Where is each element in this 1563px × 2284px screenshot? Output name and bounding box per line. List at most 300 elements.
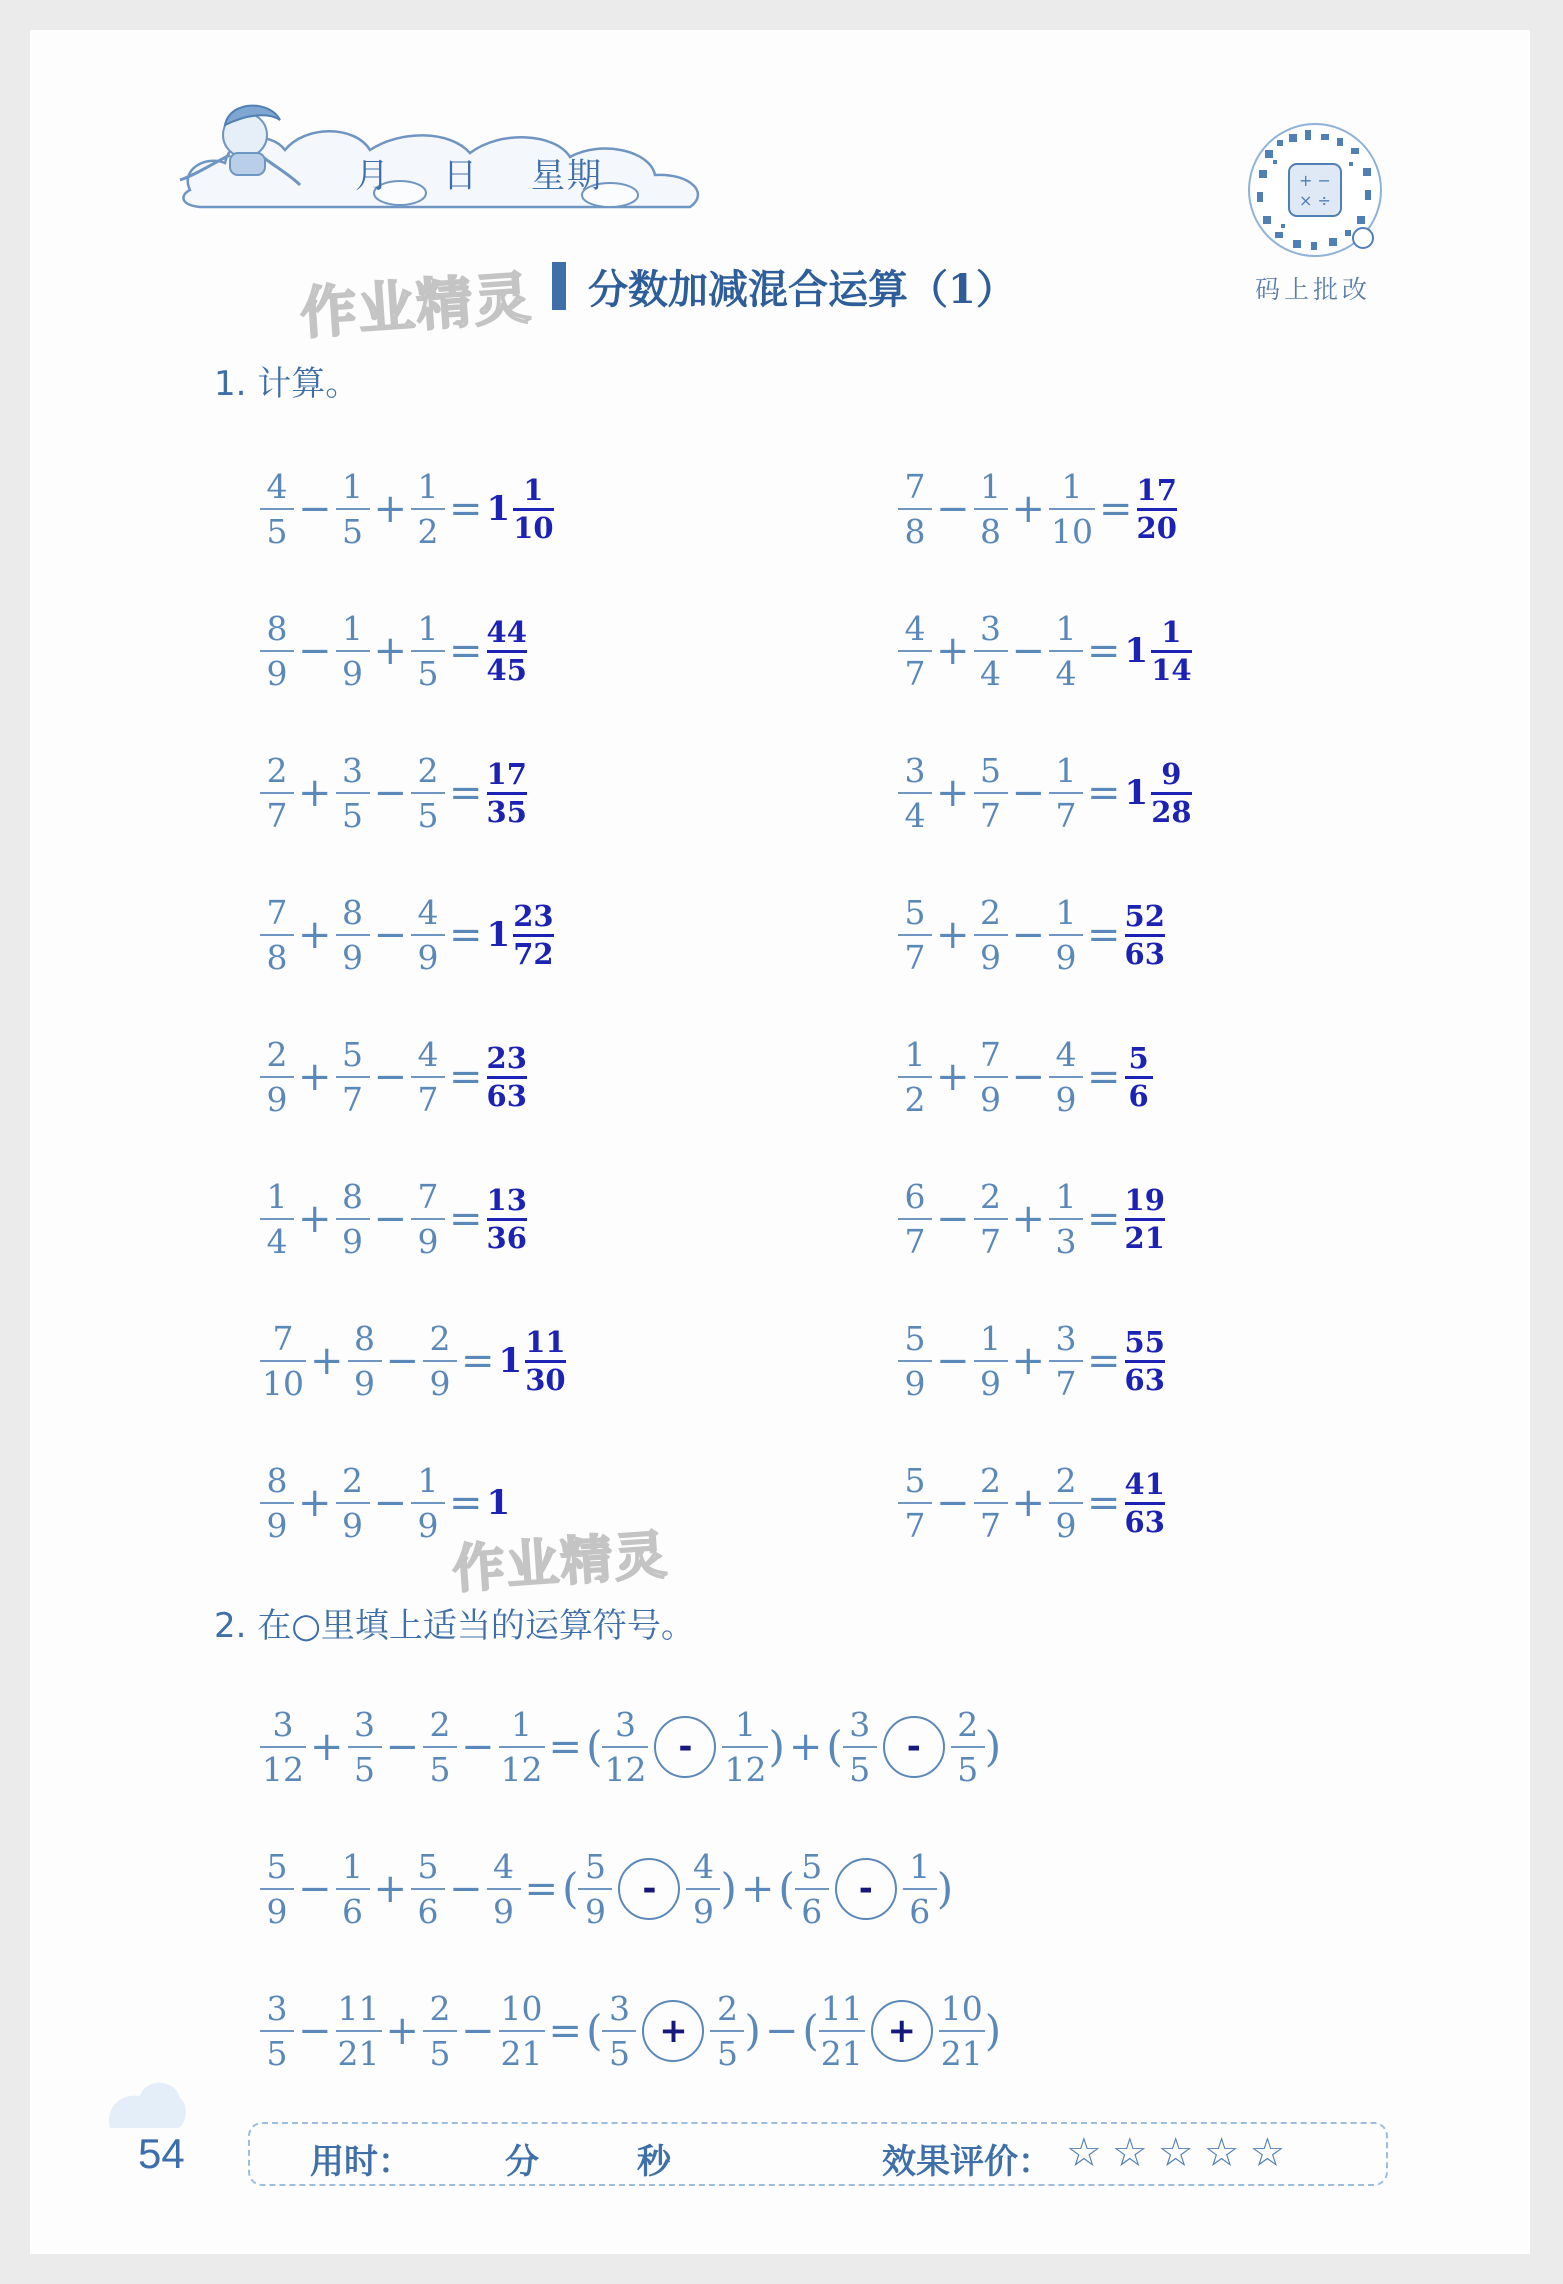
denominator: 8 — [898, 508, 932, 548]
numerator: 5 — [266, 1847, 288, 1886]
fraction — [974, 609, 1008, 693]
operator: − — [936, 1338, 970, 1384]
denominator: 5 — [411, 792, 445, 832]
fraction — [336, 1989, 382, 2073]
equation-right-7 — [898, 1319, 1165, 1403]
fraction — [974, 893, 1008, 977]
section2-heading: 2. 在○里填上适当的运算符号。 — [214, 1606, 695, 1646]
answer-numerator: 23 — [513, 898, 554, 933]
qr-code-icon[interactable] — [1245, 120, 1385, 260]
denominator: 3 — [1049, 1218, 1083, 1258]
denominator: 9 — [423, 1360, 457, 1400]
answer-denominator: 35 — [487, 792, 527, 827]
answer-denominator: 30 — [525, 1360, 565, 1395]
answer-fraction — [525, 1324, 566, 1397]
operator: − — [449, 1866, 483, 1912]
answer-numerator: 9 — [1161, 756, 1182, 791]
denominator: 7 — [974, 1218, 1008, 1258]
answer-denominator: 45 — [487, 650, 527, 685]
watermark-middle: 作业精灵 — [450, 1525, 671, 1601]
equals-sign: = — [449, 912, 483, 958]
fraction — [974, 1319, 1008, 1403]
numerator: 5 — [980, 751, 1002, 790]
operator: − — [373, 1196, 408, 1242]
operator: − — [936, 1480, 970, 1526]
equation-right-6 — [898, 1177, 1165, 1261]
numerator: 2 — [342, 1461, 364, 1500]
fraction — [423, 1319, 457, 1403]
close-paren: ) — [936, 1864, 954, 1913]
equals-sign: = — [449, 1196, 483, 1242]
operator: − — [385, 1338, 420, 1384]
qr-caption: 码上批改 — [1255, 275, 1372, 304]
open-paren: ( — [586, 1722, 603, 1771]
denominator: 9 — [974, 1360, 1008, 1400]
denominator: 9 — [1049, 934, 1083, 974]
fraction — [260, 1847, 294, 1931]
operator: + — [373, 1866, 408, 1912]
fraction — [260, 1319, 306, 1403]
rating-label: 效果评价： — [882, 2142, 1052, 2182]
fraction — [974, 1035, 1008, 1119]
fraction — [336, 609, 370, 693]
denominator: 21 — [499, 2030, 545, 2070]
operator-circle[interactable]: + — [871, 2000, 933, 2062]
denominator: 9 — [974, 1076, 1008, 1116]
answer-numerator: 19 — [1124, 1182, 1165, 1217]
fraction — [411, 467, 445, 551]
numerator: 1 — [909, 1847, 931, 1886]
denominator: 8 — [974, 508, 1008, 548]
denominator: 7 — [898, 1502, 932, 1542]
answer-denominator: 72 — [513, 934, 553, 969]
numerator: 8 — [354, 1319, 376, 1358]
denominator: 7 — [260, 792, 294, 832]
fraction — [411, 893, 445, 977]
equals-sign: = — [461, 1338, 495, 1384]
numerator: 3 — [608, 1989, 630, 2028]
numerator: 5 — [904, 1461, 926, 1500]
denominator: 4 — [260, 1218, 294, 1258]
equation-left-3 — [260, 751, 527, 835]
numerator: 2 — [980, 893, 1002, 932]
numerator: 6 — [904, 1177, 926, 1216]
fraction — [898, 1035, 932, 1119]
fraction — [974, 1461, 1008, 1545]
fraction — [348, 1705, 382, 1789]
rating-stars[interactable]: ☆☆☆☆☆ — [1066, 2130, 1296, 2176]
operator-circle[interactable]: - — [835, 1858, 897, 1920]
fraction — [686, 1847, 720, 1931]
denominator: 9 — [336, 934, 370, 974]
fraction — [336, 1461, 370, 1545]
operator-circle[interactable]: + — [642, 2000, 704, 2062]
numerator: 2 — [1055, 1461, 1077, 1500]
fraction — [710, 1989, 744, 2073]
numerator: 2 — [957, 1705, 979, 1744]
svg-text:× ÷: × ÷ — [1299, 191, 1331, 210]
fraction — [336, 1177, 370, 1261]
answer-denominator: 36 — [487, 1218, 527, 1253]
fraction — [843, 1705, 877, 1789]
numerator: 4 — [493, 1847, 515, 1886]
denominator: 9 — [411, 1502, 445, 1542]
numerator: 5 — [342, 1035, 364, 1074]
fraction — [260, 1705, 306, 1789]
close-paren: ) — [744, 2006, 761, 2055]
numerator: 3 — [849, 1705, 871, 1744]
numerator: 3 — [614, 1705, 636, 1744]
operator: − — [373, 770, 408, 816]
denominator: 5 — [260, 2030, 294, 2070]
numerator: 1 — [1055, 893, 1077, 932]
equation-right-3 — [898, 751, 1192, 835]
fraction — [974, 467, 1008, 551]
fraction — [260, 1035, 294, 1119]
denominator: 9 — [336, 650, 370, 690]
fraction — [411, 609, 445, 693]
operator-fill-row-2 — [260, 1847, 954, 1931]
numerator: 7 — [272, 1319, 294, 1358]
denominator: 8 — [260, 934, 294, 974]
numerator: 1 — [980, 467, 1002, 506]
numerator: 10 — [500, 1989, 543, 2028]
answer-fraction — [513, 472, 554, 545]
equation-left-4 — [260, 893, 554, 977]
fraction — [336, 751, 370, 835]
denominator: 2 — [411, 508, 445, 548]
answer-fraction — [486, 756, 527, 829]
fraction — [898, 1319, 932, 1403]
close-paren: ) — [984, 2006, 1002, 2055]
svg-text:+ −: + − — [1299, 171, 1331, 190]
denominator: 4 — [1049, 650, 1083, 690]
operator: − — [373, 1054, 408, 1100]
answer-denominator: 63 — [487, 1076, 527, 1111]
numerator: 4 — [266, 467, 288, 506]
operator: + — [298, 770, 332, 816]
fraction — [1049, 751, 1083, 835]
equation-right-8 — [898, 1461, 1165, 1545]
numerator: 1 — [266, 1177, 288, 1216]
fraction — [1049, 1177, 1083, 1261]
numerator: 2 — [266, 1035, 288, 1074]
fraction — [602, 1989, 636, 2073]
fraction — [260, 1177, 294, 1261]
numerator: 3 — [980, 609, 1002, 648]
fraction — [260, 893, 294, 977]
answer-fraction — [1124, 1466, 1165, 1539]
operator: + — [1011, 1338, 1046, 1384]
denominator: 9 — [260, 1076, 294, 1116]
denominator: 21 — [336, 2030, 382, 2070]
denominator: 21 — [819, 2030, 865, 2070]
fraction — [819, 1989, 865, 2073]
fraction — [499, 1705, 545, 1789]
operator: + — [936, 912, 970, 958]
fraction — [260, 467, 294, 551]
equation-right-2 — [898, 609, 1192, 693]
operator: + — [1011, 1480, 1046, 1526]
equals-sign: = — [1087, 1480, 1121, 1526]
equation-left-5 — [260, 1035, 527, 1119]
denominator: 9 — [898, 1360, 932, 1400]
operator-circle[interactable]: - — [618, 1858, 680, 1920]
fraction — [423, 1989, 457, 2073]
answer-numerator: 5 — [1128, 1040, 1149, 1075]
equals-sign: = — [524, 1866, 559, 1912]
section1-heading: 1. 计算。 — [214, 364, 360, 404]
denominator: 5 — [260, 508, 294, 548]
numerator: 2 — [266, 751, 288, 790]
equation-right-1 — [898, 467, 1177, 551]
denominator: 5 — [602, 2030, 636, 2070]
fraction — [423, 1705, 457, 1789]
close-paren: ) — [768, 1722, 785, 1771]
fraction — [722, 1705, 768, 1789]
operator: − — [936, 486, 970, 532]
denominator: 9 — [1049, 1076, 1083, 1116]
answer-numerator: 41 — [1124, 1466, 1165, 1501]
denominator: 5 — [951, 1746, 985, 1786]
open-paren: ( — [562, 1864, 579, 1913]
denominator: 5 — [348, 1746, 382, 1786]
answer-denominator: 63 — [1125, 1502, 1165, 1537]
numerator: 7 — [417, 1177, 439, 1216]
open-paren: ( — [586, 2006, 603, 2055]
equals-sign: = — [449, 770, 483, 816]
operator: − — [764, 2008, 799, 2054]
fraction — [1049, 609, 1083, 693]
denominator: 7 — [411, 1076, 445, 1116]
equals-sign: = — [1087, 770, 1121, 816]
numerator: 3 — [904, 751, 926, 790]
numerator: 1 — [904, 1035, 926, 1074]
numerator: 3 — [266, 1989, 288, 2028]
denominator: 10 — [1049, 508, 1095, 548]
fraction — [903, 1847, 937, 1931]
operator: − — [298, 1866, 332, 1912]
fraction — [260, 751, 294, 835]
equals-sign: = — [548, 2008, 583, 2054]
operator: − — [461, 2008, 495, 2054]
answer-numerator: 44 — [486, 614, 527, 649]
equals-sign: = — [548, 1724, 583, 1770]
equation-left-7 — [260, 1319, 566, 1403]
fraction — [499, 1989, 545, 2073]
answer-numerator: 52 — [1124, 898, 1165, 933]
answer-numerator: 17 — [486, 756, 527, 791]
fraction — [1049, 1319, 1083, 1403]
denominator: 12 — [602, 1746, 648, 1786]
denominator: 5 — [336, 792, 370, 832]
numerator: 1 — [980, 1319, 1002, 1358]
operator: + — [1011, 1196, 1046, 1242]
answer-numerator: 1 — [1161, 614, 1182, 649]
answer-whole: 1 — [498, 1341, 523, 1381]
fraction — [898, 751, 932, 835]
answer-denominator: 20 — [1137, 508, 1177, 543]
numerator: 4 — [1055, 1035, 1077, 1074]
fraction — [348, 1319, 382, 1403]
numerator: 3 — [272, 1705, 294, 1744]
numerator: 5 — [584, 1847, 606, 1886]
numerator: 1 — [1055, 1177, 1077, 1216]
fraction — [336, 893, 370, 977]
answer-fraction — [1125, 1040, 1153, 1113]
fraction — [336, 1847, 370, 1931]
numerator: 2 — [417, 751, 439, 790]
numerator: 11 — [820, 1989, 863, 2028]
numerator: 2 — [980, 1461, 1002, 1500]
denominator: 10 — [260, 1360, 306, 1400]
operator-fill-row-1 — [260, 1705, 1002, 1789]
denominator: 7 — [1049, 792, 1083, 832]
operator: + — [298, 1196, 332, 1242]
operator: + — [298, 1480, 332, 1526]
numerator: 2 — [716, 1989, 738, 2028]
date-fields — [355, 148, 603, 197]
denominator: 6 — [411, 1888, 445, 1928]
seconds-label: 秒 — [637, 2142, 671, 2182]
fraction — [951, 1705, 985, 1789]
answer-fraction — [486, 1040, 527, 1113]
answer-whole: 1 — [1124, 631, 1149, 671]
equation-right-4 — [898, 893, 1165, 977]
numerator: 5 — [904, 893, 926, 932]
answer-fraction — [486, 614, 527, 687]
denominator: 7 — [898, 1218, 932, 1258]
fraction — [1049, 893, 1083, 977]
month-label: 月 — [355, 156, 391, 196]
denominator: 7 — [898, 934, 932, 974]
denominator: 9 — [578, 1888, 612, 1928]
denominator: 5 — [710, 2030, 744, 2070]
denominator: 9 — [336, 1502, 370, 1542]
numerator: 7 — [266, 893, 288, 932]
fraction — [260, 1461, 294, 1545]
numerator: 5 — [904, 1319, 926, 1358]
numerator: 1 — [511, 1705, 533, 1744]
denominator: 9 — [260, 650, 294, 690]
fraction — [974, 751, 1008, 835]
answer-whole: 1 — [486, 1483, 511, 1523]
operator-fill-row-3 — [260, 1989, 1002, 2073]
fraction — [411, 751, 445, 835]
denominator: 9 — [1049, 1502, 1083, 1542]
denominator: 12 — [499, 1746, 545, 1786]
operator-circle[interactable]: - — [654, 1716, 716, 1778]
fraction — [1049, 1035, 1083, 1119]
answer-numerator: 17 — [1136, 472, 1177, 507]
fraction — [411, 1461, 445, 1545]
numerator: 8 — [342, 1177, 364, 1216]
answer-fraction — [1136, 472, 1177, 545]
answer-denominator: 6 — [1125, 1076, 1153, 1111]
denominator: 9 — [686, 1888, 720, 1928]
answer-denominator: 63 — [1125, 934, 1165, 969]
denominator: 9 — [974, 934, 1008, 974]
numerator: 1 — [342, 1847, 364, 1886]
answer-numerator: 23 — [486, 1040, 527, 1075]
numerator: 2 — [980, 1177, 1002, 1216]
answer-fraction — [1124, 1324, 1165, 1397]
numerator: 1 — [342, 467, 364, 506]
equals-sign: = — [449, 1054, 483, 1100]
numerator: 1 — [1061, 467, 1083, 506]
answer-denominator: 10 — [513, 508, 553, 543]
denominator: 6 — [903, 1888, 937, 1928]
fraction — [898, 467, 932, 551]
answer-whole: 1 — [486, 915, 511, 955]
fraction — [260, 1989, 294, 2073]
equals-sign: = — [1087, 1338, 1121, 1384]
denominator: 9 — [260, 1502, 294, 1542]
denominator: 4 — [898, 792, 932, 832]
answer-numerator: 1 — [523, 472, 544, 507]
equals-sign: = — [449, 486, 483, 532]
operator: + — [936, 770, 970, 816]
fraction — [411, 1177, 445, 1261]
fraction — [602, 1705, 648, 1789]
numerator: 4 — [417, 893, 439, 932]
minutes-label: 分 — [505, 2142, 539, 2182]
operator: − — [298, 2008, 332, 2054]
numerator: 2 — [429, 1319, 451, 1358]
close-paren: ) — [984, 1722, 1002, 1771]
fraction — [1049, 467, 1095, 551]
operator: − — [298, 628, 332, 674]
numerator: 1 — [417, 467, 439, 506]
denominator: 9 — [336, 1218, 370, 1258]
operator-circle[interactable]: - — [883, 1716, 945, 1778]
answer-denominator: 63 — [1125, 1360, 1165, 1395]
denominator: 5 — [843, 1746, 877, 1786]
fraction — [260, 609, 294, 693]
numerator: 4 — [904, 609, 926, 648]
denominator: 7 — [898, 650, 932, 690]
operator: − — [385, 1724, 420, 1770]
numerator: 8 — [266, 609, 288, 648]
denominator: 21 — [939, 2030, 985, 2070]
numerator: 1 — [417, 609, 439, 648]
denominator: 9 — [487, 1888, 521, 1928]
fraction — [795, 1847, 829, 1931]
equation-left-2 — [260, 609, 527, 693]
numerator: 1 — [342, 609, 364, 648]
answer-whole: 1 — [1124, 773, 1149, 813]
numerator: 1 — [1055, 751, 1077, 790]
numerator: 10 — [940, 1989, 983, 2028]
answer-fraction — [1151, 756, 1192, 829]
operator: − — [1011, 1054, 1046, 1100]
denominator: 6 — [795, 1888, 829, 1928]
denominator: 12 — [722, 1746, 768, 1786]
answer-denominator: 21 — [1125, 1218, 1165, 1253]
weekday-label: 星期 — [531, 156, 603, 196]
equals-sign: = — [1087, 1196, 1121, 1242]
operator: + — [298, 912, 332, 958]
fraction — [898, 609, 932, 693]
page-title: 分数加减混合运算（1） — [588, 266, 1016, 313]
equals-sign: = — [449, 1480, 483, 1526]
denominator: 5 — [423, 2030, 457, 2070]
operator: + — [936, 628, 970, 674]
fraction — [974, 1177, 1008, 1261]
operator: + — [373, 628, 408, 674]
answer-numerator: 11 — [525, 1324, 566, 1359]
denominator: 7 — [336, 1076, 370, 1116]
